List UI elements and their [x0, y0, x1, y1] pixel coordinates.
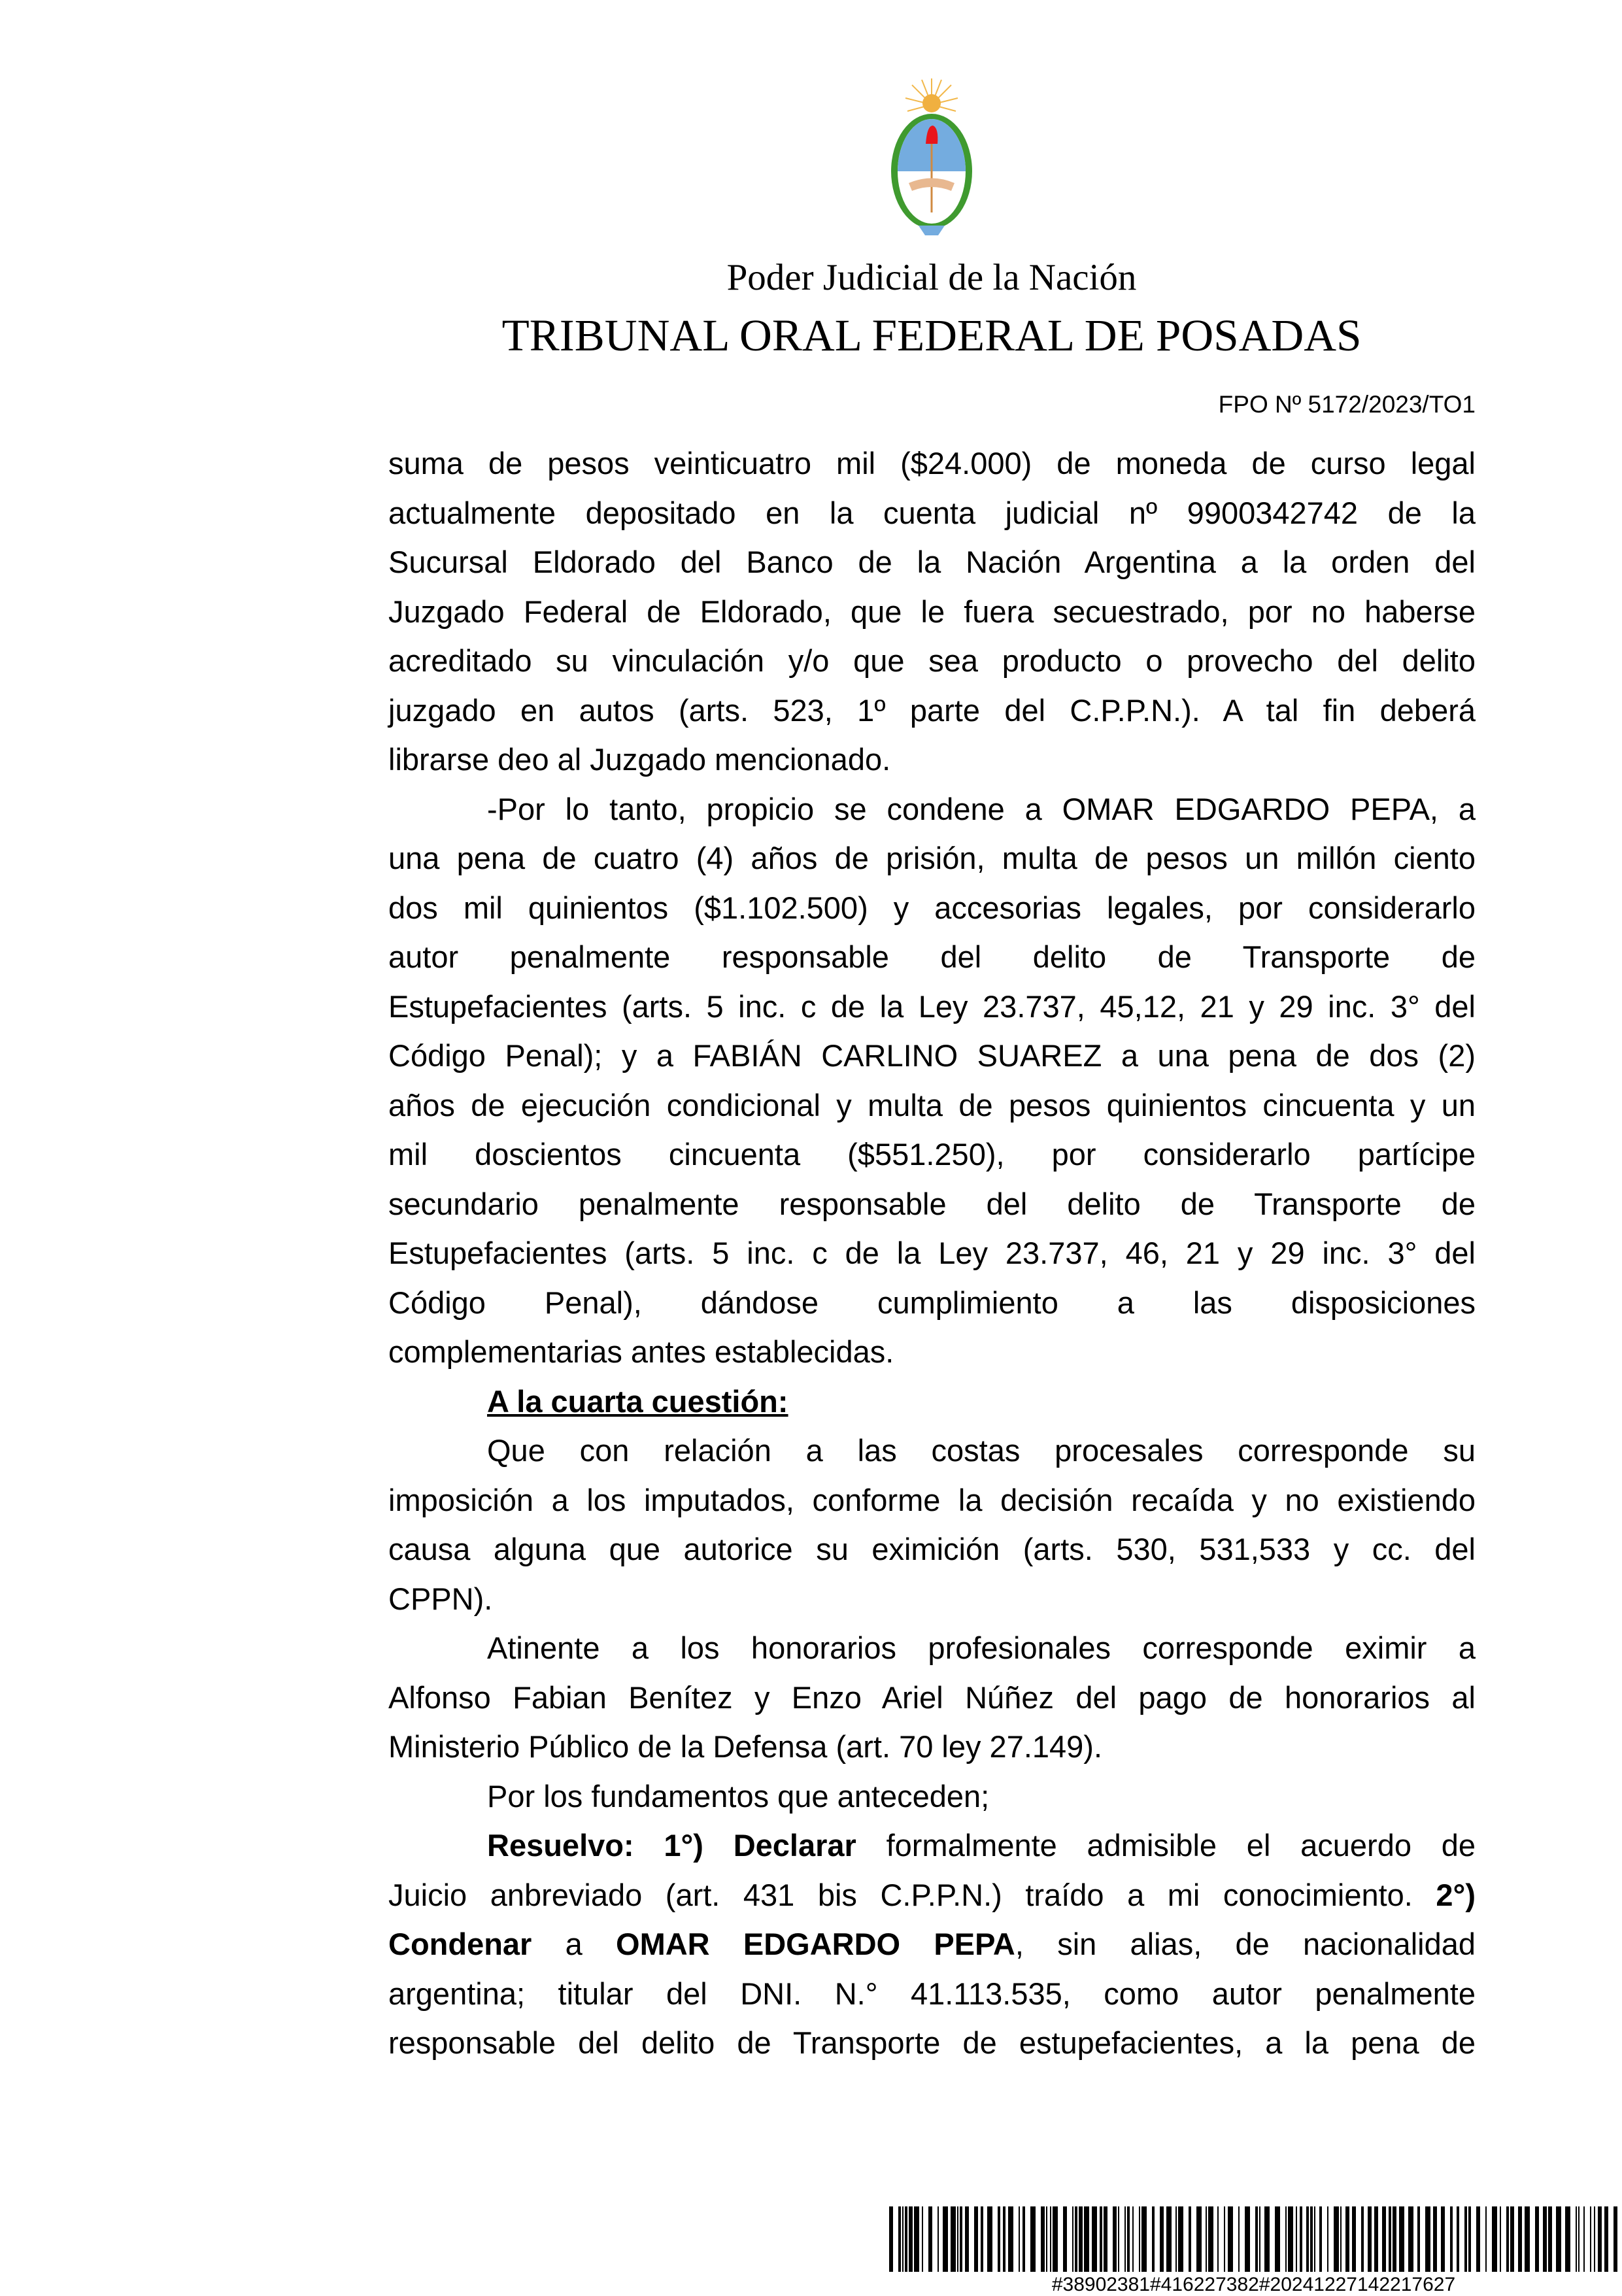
text-segment: complementarias antes establecidas.	[388, 1334, 894, 1369]
barcode-bar	[1238, 2206, 1240, 2272]
barcode-bar	[1127, 2206, 1130, 2272]
barcode-bar	[1124, 2206, 1126, 2272]
barcode-bar	[1208, 2206, 1213, 2272]
text-segment: librarse deo al Juzgado mencionado.	[388, 742, 891, 777]
text-line	[388, 1525, 1476, 1574]
barcode-bar	[1113, 2206, 1117, 2272]
barcode-bar	[1565, 2206, 1570, 2272]
barcode-bar	[1374, 2206, 1378, 2272]
text-line	[388, 636, 1476, 686]
text-line	[388, 1179, 1476, 1229]
barcode-bar	[1450, 2206, 1453, 2272]
barcode-bar	[1506, 2206, 1509, 2272]
text-line	[388, 883, 1476, 933]
barcode-bar	[1175, 2206, 1177, 2272]
text-line	[388, 1130, 1476, 1179]
text-line	[388, 587, 1476, 637]
barcode-bar	[938, 2206, 939, 2272]
barcode-bar	[1510, 2206, 1514, 2272]
court-name: TRIBUNAL ORAL FEDERAL DE POSADAS	[501, 311, 1362, 360]
barcode-bar	[1464, 2206, 1467, 2272]
barcode-bar	[981, 2206, 983, 2272]
barcode-bar	[909, 2206, 913, 2272]
barcode-bar	[1206, 2206, 1207, 2272]
barcode-bar	[1050, 2206, 1051, 2272]
text-line	[388, 439, 1476, 488]
barcode-bar	[1535, 2206, 1539, 2272]
text-line	[388, 1722, 1476, 1772]
barcode-bar	[1063, 2206, 1067, 2272]
barcode-bar	[1614, 2206, 1617, 2272]
text-segment: juzgado en autos (arts. 523, 1º parte del C.P.P.N.). A tal fin deberá	[388, 692, 1476, 728]
text-segment: Código Penal); y a FABIÁN CARLINO SUAREZ a una pena de dos (2)	[388, 1038, 1476, 1073]
text-line	[388, 932, 1476, 982]
barcode-bar	[1556, 2206, 1561, 2272]
text-line	[388, 1919, 1476, 1969]
text-line	[388, 537, 1476, 587]
bold-text: Condenar	[388, 1927, 532, 1961]
barcode-bar	[1389, 2206, 1391, 2272]
barcode-bar	[1245, 2206, 1250, 2272]
text-line	[388, 1821, 1476, 1870]
text-line	[388, 686, 1476, 735]
barcode-bar	[889, 2206, 893, 2272]
barcode	[889, 2206, 1618, 2272]
text-line	[388, 1278, 1476, 1328]
sun-icon	[905, 78, 958, 112]
text-segment: Por los fundamentos que anteceden;	[487, 1778, 990, 1814]
barcode-bar	[922, 2206, 923, 2272]
barcode-bar	[1425, 2206, 1430, 2272]
text-segment: Alfonso Fabian Benítez y Enzo Ariel Núñez del pago de honorarios al	[388, 1680, 1476, 1715]
text-segment: dos mil quinientos ($1.102.500) y accesorias legales, por considerarlo	[388, 890, 1476, 925]
text-segment: causa alguna que autorice su eximición (arts. 530, 531,533 y cc. del	[388, 1532, 1476, 1566]
barcode-bar	[1548, 2206, 1552, 2272]
text-line	[388, 1228, 1476, 1278]
text-line	[388, 1426, 1476, 1476]
barcode-bar	[1408, 2206, 1413, 2272]
barcode-bar	[1300, 2206, 1302, 2272]
barcode-bar	[1476, 2206, 1480, 2272]
barcode-bar	[1296, 2206, 1297, 2272]
barcode-bar	[1288, 2206, 1293, 2272]
text-segment: Juzgado Federal de Eldorado, que le fuera secuestrado, por no haberse	[388, 594, 1476, 629]
coat-of-arms-seal	[883, 78, 981, 239]
text-segment: una pena de cuatro (4) años de prisión, multa de pesos un millón ciento	[388, 841, 1476, 875]
barcode-bar	[1525, 2206, 1530, 2272]
barcode-bar	[1345, 2206, 1349, 2272]
text-line	[388, 982, 1476, 1032]
barcode-bar	[1003, 2206, 1005, 2272]
text-segment: Juicio anbreviado (art. 431 bis C.P.P.N.) traído a mi conocimiento.	[388, 1877, 1436, 1912]
text-line	[388, 2018, 1476, 2068]
text-line	[388, 785, 1476, 834]
barcode-bar	[1160, 2206, 1164, 2272]
barcode-bar	[1576, 2206, 1577, 2272]
text-line	[388, 1476, 1476, 1525]
barcode-bar	[1104, 2206, 1107, 2272]
text-segment: -Por lo tanto, propicio se condene a OMAR EDGARDO PEPA, a	[487, 791, 1476, 826]
text-segment: argentina; titular del DNI. N.° 41.113.535, como autor penalmente	[388, 1976, 1476, 2011]
text-line	[388, 1673, 1476, 1723]
text-segment: responsable del delito de Transporte de estupefacientes, a la pena de	[388, 2025, 1476, 2060]
barcode-text: #38902381#416227382#20241227142217627	[1051, 2274, 1456, 2295]
barcode-bar	[1433, 2206, 1437, 2272]
barcode-bar	[1217, 2206, 1219, 2272]
bold-text: OMAR EDGARDO PEPA	[616, 1927, 1015, 1961]
barcode-bar	[965, 2206, 969, 2272]
barcode-bar	[1255, 2206, 1258, 2272]
text-segment: mil doscientos cincuenta ($551.250), por considerarlo partícipe	[388, 1137, 1476, 1172]
text-segment: CPPN).	[388, 1581, 493, 1616]
text-line	[388, 488, 1476, 538]
barcode-bar	[1598, 2206, 1602, 2272]
barcode-bar	[914, 2206, 919, 2272]
barcode-bar	[902, 2206, 904, 2272]
barcode-bar	[1594, 2206, 1595, 2272]
document-body	[388, 439, 1476, 2068]
text-segment: Que con relación a las costas procesales corresponde su	[487, 1433, 1476, 1468]
barcode-bar	[1100, 2206, 1102, 2272]
barcode-bar	[1500, 2206, 1501, 2272]
text-segment: secundario penalmente responsable del delito de Transporte de	[388, 1186, 1476, 1221]
barcode-bar	[1196, 2206, 1202, 2272]
bold-text: A la cuarta cuestión:	[487, 1383, 788, 1419]
barcode-bar	[1008, 2206, 1013, 2272]
barcode-bar	[1393, 2206, 1396, 2272]
barcode-bar	[987, 2206, 992, 2272]
text-segment: Código Penal), dándose cumplimiento a las disposiciones	[388, 1285, 1476, 1320]
barcode-bar	[1368, 2206, 1372, 2272]
barcode-bar	[1604, 2206, 1608, 2272]
barcode-bar	[1152, 2206, 1155, 2272]
text-segment: autor penalmente responsable del delito de Transporte de	[388, 939, 1476, 974]
barcode-bar	[998, 2206, 1000, 2272]
barcode-bar	[1382, 2206, 1386, 2272]
barcode-bar	[1518, 2206, 1522, 2272]
text-segment: , sin alias, de nacionalidad	[1015, 1927, 1476, 1961]
barcode-bar	[1224, 2206, 1225, 2272]
barcode-bar	[1361, 2206, 1364, 2272]
barcode-bar	[1310, 2206, 1313, 2272]
text-segment: Sucursal Eldorado del Banco de la Nación Argentina a la orden del	[388, 545, 1476, 579]
text-line	[388, 1377, 1476, 1427]
barcode-bar	[905, 2206, 907, 2272]
barcode-bar	[1334, 2206, 1339, 2272]
bold-text: Resuelvo: 1°) Declarar	[487, 1828, 856, 1863]
barcode-bar	[1259, 2206, 1260, 2272]
barcode-bar	[943, 2206, 948, 2272]
barcode-bar	[1417, 2206, 1420, 2272]
institution-name: Poder Judicial de la Nación	[726, 257, 1137, 298]
barcode-bar	[974, 2206, 978, 2272]
barcode-bar	[898, 2206, 901, 2272]
barcode-bar	[1314, 2206, 1315, 2272]
barcode-bar	[1340, 2206, 1342, 2272]
text-line	[388, 1031, 1476, 1081]
barcode-bar	[1139, 2206, 1140, 2272]
text-segment: actualmente depositado en la cuenta judicial nº 9900342742 de la	[388, 495, 1476, 530]
text-line	[388, 1969, 1476, 2019]
bold-text: 2°)	[1436, 1877, 1476, 1912]
text-line	[388, 1623, 1476, 1673]
barcode-bar	[1022, 2206, 1025, 2272]
barcode-bar	[1590, 2206, 1591, 2272]
text-segment: imposición a los imputados, conforme la decisión recaída y no existiendo	[388, 1482, 1476, 1517]
barcode-bar	[928, 2206, 932, 2272]
barcode-bar	[951, 2206, 956, 2272]
text-segment: Estupefacientes (arts. 5 inc. c de la Ley 23.737, 46, 21 y 29 inc. 3° del	[388, 1236, 1476, 1270]
text-segment: acreditado su vinculación y/o que sea producto o provecho del delito	[388, 643, 1476, 678]
barcode-bar	[1228, 2206, 1233, 2272]
barcode-bar	[1319, 2206, 1322, 2272]
text-segment: a	[532, 1927, 617, 1961]
barcode-bar	[1285, 2206, 1287, 2272]
barcode-bar	[1189, 2206, 1191, 2272]
text-line	[388, 1081, 1476, 1130]
text-line	[388, 1772, 1476, 1821]
barcode-bar	[1030, 2206, 1036, 2272]
barcode-bar	[1492, 2206, 1497, 2272]
barcode-bar	[1306, 2206, 1309, 2272]
text-line	[388, 735, 1476, 785]
barcode-bar	[1327, 2206, 1328, 2272]
text-line	[388, 1327, 1476, 1377]
barcode-bar	[1019, 2206, 1020, 2272]
text-line	[388, 834, 1476, 883]
text-segment: Atinente a los honorarios profesionales corresponde eximir a	[487, 1630, 1476, 1665]
barcode-bar	[1457, 2206, 1459, 2272]
barcode-bar	[1118, 2206, 1119, 2272]
barcode-bar	[1046, 2206, 1047, 2272]
barcode-bar	[1352, 2206, 1356, 2272]
text-line	[388, 1870, 1476, 1920]
barcode-bar	[1166, 2206, 1172, 2272]
barcode-bar	[1399, 2206, 1404, 2272]
barcode-bar	[960, 2206, 962, 2272]
barcode-bar	[1132, 2206, 1134, 2272]
barcode-bar	[1468, 2206, 1471, 2272]
barcode-bar	[1178, 2206, 1183, 2272]
barcode-bar	[1583, 2206, 1585, 2272]
file-number: FPO Nº 5172/2023/TO1	[1218, 391, 1476, 418]
barcode-bar	[1441, 2206, 1445, 2272]
barcode-bar	[1092, 2206, 1097, 2272]
barcode-bar	[1141, 2206, 1147, 2272]
text-line	[388, 1574, 1476, 1624]
text-segment: años de ejecución condicional y multa de pesos quinientos cincuenta y un	[388, 1087, 1476, 1123]
barcode-bar	[1543, 2206, 1547, 2272]
barcode-bar	[1264, 2206, 1270, 2272]
barcode-bar	[1053, 2206, 1058, 2272]
barcode-bar	[1578, 2206, 1580, 2272]
text-segment: suma de pesos veinticuatro mil ($24.000) de moneda de curso legal	[388, 446, 1476, 481]
text-segment: formalmente admisible el acuerdo de	[856, 1828, 1476, 1863]
barcode-bar	[1075, 2206, 1077, 2272]
text-segment: Ministerio Público de la Defensa (art. 70 ley 27.149).	[388, 1729, 1103, 1764]
barcode-bar	[1485, 2206, 1487, 2272]
barcode-bar	[957, 2206, 958, 2272]
barcode-bar	[1084, 2206, 1089, 2272]
barcode-bar	[1079, 2206, 1083, 2272]
barcode-bar	[1275, 2206, 1280, 2272]
barcode-bar	[1072, 2206, 1073, 2272]
text-segment: Estupefacientes (arts. 5 inc. c de la Ley 23.737, 45,12, 21 y 29 inc. 3° del	[388, 988, 1476, 1024]
barcode-bar	[1041, 2206, 1045, 2272]
